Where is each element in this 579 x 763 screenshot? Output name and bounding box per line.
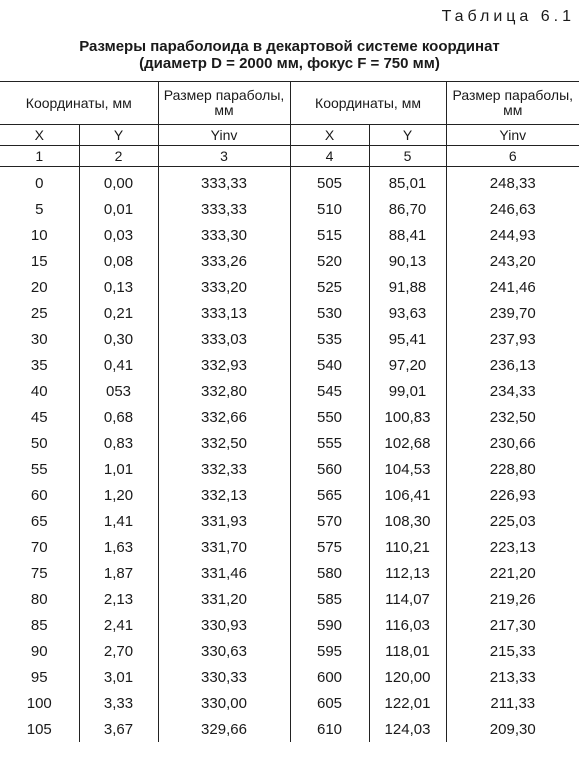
cell-yinv-left: 333,13	[158, 300, 290, 326]
column-number-1: 1	[0, 146, 79, 167]
cell-x-left: 60	[30, 486, 48, 504]
cell-y-left: 2,41	[79, 612, 158, 638]
table-row	[0, 167, 579, 197]
cell-y-left: 0,83	[79, 430, 158, 456]
header-coordinates-right: Координаты, мм	[290, 82, 446, 125]
header-yinv-right: Yinv	[446, 125, 579, 146]
cell-yinv-left: 333,20	[158, 274, 290, 300]
cell-y-right: 88,41	[369, 222, 446, 248]
cell-y-left: 3,01	[79, 664, 158, 690]
cell-x-right: 555	[290, 430, 369, 456]
cell-yinv-right: 219,26	[446, 586, 579, 612]
cell-yinv-left: 333,33	[158, 167, 290, 197]
cell-yinv-left: 330,93	[158, 612, 290, 638]
table-row	[0, 326, 579, 352]
table-caption	[0, 38, 579, 72]
header-y-right: Y	[369, 125, 446, 146]
cell-yinv-right: 243,20	[446, 248, 579, 274]
cell-y-right: 90,13	[369, 248, 446, 274]
cell-y-left: 0,13	[79, 274, 158, 300]
header-coordinates-left: Координаты, мм	[0, 82, 158, 125]
table-row	[0, 378, 579, 404]
cell-x-right: 610	[290, 716, 369, 742]
table-row	[0, 456, 579, 482]
cell-yinv-left: 332,80	[158, 378, 290, 404]
cell-y-left: 3,33	[79, 690, 158, 716]
cell-yinv-left: 332,33	[158, 456, 290, 482]
cell-x-left: 20	[30, 278, 48, 296]
cell-y-right: 104,53	[369, 456, 446, 482]
cell-x-left: 10	[30, 226, 48, 244]
cell-x-right: 520	[290, 248, 369, 274]
cell-y-left: 0,00	[79, 167, 158, 197]
cell-x-right: 565	[290, 482, 369, 508]
cell-y-left: 0,41	[79, 352, 158, 378]
cell-y-left: 0,68	[79, 404, 158, 430]
table-row	[0, 638, 579, 664]
cell-x-left: 80	[30, 590, 48, 608]
cell-x-left: 35	[30, 356, 48, 374]
cell-y-left: 053	[79, 378, 158, 404]
cell-y-right: 118,01	[369, 638, 446, 664]
table-row	[0, 586, 579, 612]
cell-yinv-right: 209,30	[446, 716, 579, 742]
header-x-right: X	[290, 125, 369, 146]
cell-x-left: 65	[30, 512, 48, 530]
cell-x-left: 0	[35, 174, 44, 192]
cell-yinv-right: 228,80	[446, 456, 579, 482]
cell-y-left: 1,87	[79, 560, 158, 586]
cell-x-left: 95	[30, 668, 48, 686]
cell-y-left: 1,41	[79, 508, 158, 534]
cell-yinv-left: 330,33	[158, 664, 290, 690]
cell-x-left: 45	[30, 408, 48, 426]
column-number-4: 4	[290, 146, 369, 167]
cell-y-right: 100,83	[369, 404, 446, 430]
cell-x-right: 530	[290, 300, 369, 326]
table-row	[0, 196, 579, 222]
table-row	[0, 274, 579, 300]
cell-y-right: 120,00	[369, 664, 446, 690]
table-row	[0, 690, 579, 716]
table-number-label: Таблица 6.1	[441, 8, 575, 25]
table-row	[0, 248, 579, 274]
header-parabola-size-right: Размер параболы, мм	[446, 82, 579, 125]
cell-x-right: 515	[290, 222, 369, 248]
cell-x-right: 510	[290, 196, 369, 222]
cell-x-left: 5	[35, 200, 44, 218]
cell-x-left: 15	[30, 252, 48, 270]
cell-yinv-left: 329,66	[158, 716, 290, 742]
cell-y-left: 0,01	[79, 196, 158, 222]
cell-y-right: 124,03	[369, 716, 446, 742]
cell-yinv-right: 241,46	[446, 274, 579, 300]
cell-y-right: 106,41	[369, 482, 446, 508]
cell-y-left: 1,01	[79, 456, 158, 482]
header-yinv-left: Yinv	[158, 125, 290, 146]
cell-yinv-left: 331,93	[158, 508, 290, 534]
cell-y-right: 93,63	[369, 300, 446, 326]
cell-y-right: 122,01	[369, 690, 446, 716]
cell-x-left: 90	[30, 642, 48, 660]
cell-x-right: 590	[290, 612, 369, 638]
table-row	[0, 716, 579, 742]
cell-x-right: 585	[290, 586, 369, 612]
cell-x-right: 535	[290, 326, 369, 352]
cell-x-right: 605	[290, 690, 369, 716]
cell-x-left: 105	[26, 720, 52, 738]
cell-yinv-right: 230,66	[446, 430, 579, 456]
cell-yinv-right: 225,03	[446, 508, 579, 534]
table-row	[0, 430, 579, 456]
cell-yinv-right: 223,13	[446, 534, 579, 560]
table-row	[0, 300, 579, 326]
cell-yinv-left: 330,00	[158, 690, 290, 716]
cell-yinv-right: 237,93	[446, 326, 579, 352]
table-row	[0, 404, 579, 430]
cell-x-left: 30	[30, 330, 48, 348]
caption-line-1: Размеры параболоида в декартовой системе координат	[79, 38, 500, 55]
cell-y-right: 114,07	[369, 586, 446, 612]
cell-y-left: 2,70	[79, 638, 158, 664]
cell-yinv-right: 248,33	[446, 167, 579, 197]
cell-x-right: 540	[290, 352, 369, 378]
column-number-5: 5	[369, 146, 446, 167]
cell-x-right: 560	[290, 456, 369, 482]
cell-x-left: 25	[30, 304, 48, 322]
cell-y-left: 0,03	[79, 222, 158, 248]
caption-line-2: (диаметр D = 2000 мм, фокус F = 750 мм)	[139, 55, 440, 72]
cell-yinv-right: 215,33	[446, 638, 579, 664]
cell-yinv-left: 333,26	[158, 248, 290, 274]
cell-y-right: 95,41	[369, 326, 446, 352]
cell-x-right: 595	[290, 638, 369, 664]
cell-yinv-right: 232,50	[446, 404, 579, 430]
cell-yinv-left: 332,50	[158, 430, 290, 456]
table-row	[0, 482, 579, 508]
cell-yinv-right: 213,33	[446, 664, 579, 690]
paraboloid-dimensions-table	[0, 81, 579, 742]
cell-x-right: 525	[290, 274, 369, 300]
cell-y-right: 86,70	[369, 196, 446, 222]
cell-yinv-right: 217,30	[446, 612, 579, 638]
cell-x-left: 40	[30, 382, 48, 400]
cell-y-right: 91,88	[369, 274, 446, 300]
table-row	[0, 534, 579, 560]
table-row	[0, 612, 579, 638]
cell-x-left: 70	[30, 538, 48, 556]
header-x-left: X	[0, 125, 79, 146]
cell-y-left: 3,67	[79, 716, 158, 742]
cell-yinv-right: 246,63	[446, 196, 579, 222]
cell-x-left: 50	[30, 434, 48, 452]
cell-y-left: 0,08	[79, 248, 158, 274]
cell-x-right: 575	[290, 534, 369, 560]
column-number-6: 6	[446, 146, 579, 167]
cell-yinv-left: 331,70	[158, 534, 290, 560]
cell-y-left: 1,20	[79, 482, 158, 508]
header-y-left: Y	[79, 125, 158, 146]
cell-yinv-right: 239,70	[446, 300, 579, 326]
cell-yinv-left: 333,30	[158, 222, 290, 248]
table-row	[0, 664, 579, 690]
cell-x-right: 600	[290, 664, 369, 690]
cell-y-left: 1,63	[79, 534, 158, 560]
column-number-3: 3	[158, 146, 290, 167]
cell-y-right: 112,13	[369, 560, 446, 586]
cell-y-left: 0,21	[79, 300, 158, 326]
cell-yinv-left: 332,66	[158, 404, 290, 430]
column-number-2: 2	[79, 146, 158, 167]
cell-yinv-left: 332,93	[158, 352, 290, 378]
header-parabola-size-left: Размер параболы, мм	[158, 82, 290, 125]
table-row	[0, 352, 579, 378]
cell-y-left: 0,30	[79, 326, 158, 352]
cell-yinv-right: 236,13	[446, 352, 579, 378]
table-row	[0, 560, 579, 586]
cell-y-right: 99,01	[369, 378, 446, 404]
table-row	[0, 222, 579, 248]
cell-yinv-right: 244,93	[446, 222, 579, 248]
cell-x-left: 100	[26, 694, 52, 712]
cell-x-right: 545	[290, 378, 369, 404]
cell-y-right: 110,21	[369, 534, 446, 560]
cell-yinv-right: 234,33	[446, 378, 579, 404]
cell-yinv-left: 331,46	[158, 560, 290, 586]
cell-x-right: 570	[290, 508, 369, 534]
table-body	[0, 167, 579, 743]
cell-yinv-left: 333,03	[158, 326, 290, 352]
cell-yinv-right: 221,20	[446, 560, 579, 586]
cell-yinv-left: 331,20	[158, 586, 290, 612]
cell-y-right: 85,01	[369, 167, 446, 197]
cell-x-right: 505	[290, 167, 369, 197]
cell-y-right: 108,30	[369, 508, 446, 534]
cell-y-left: 2,13	[79, 586, 158, 612]
table-row	[0, 508, 579, 534]
cell-yinv-left: 332,13	[158, 482, 290, 508]
cell-yinv-right: 226,93	[446, 482, 579, 508]
cell-x-left: 85	[30, 616, 48, 634]
cell-x-right: 580	[290, 560, 369, 586]
cell-yinv-left: 330,63	[158, 638, 290, 664]
cell-yinv-right: 211,33	[446, 690, 579, 716]
cell-x-right: 550	[290, 404, 369, 430]
cell-y-right: 116,03	[369, 612, 446, 638]
cell-yinv-left: 333,33	[158, 196, 290, 222]
cell-y-right: 97,20	[369, 352, 446, 378]
cell-x-left: 55	[30, 460, 48, 478]
cell-x-left: 75	[30, 564, 48, 582]
cell-y-right: 102,68	[369, 430, 446, 456]
